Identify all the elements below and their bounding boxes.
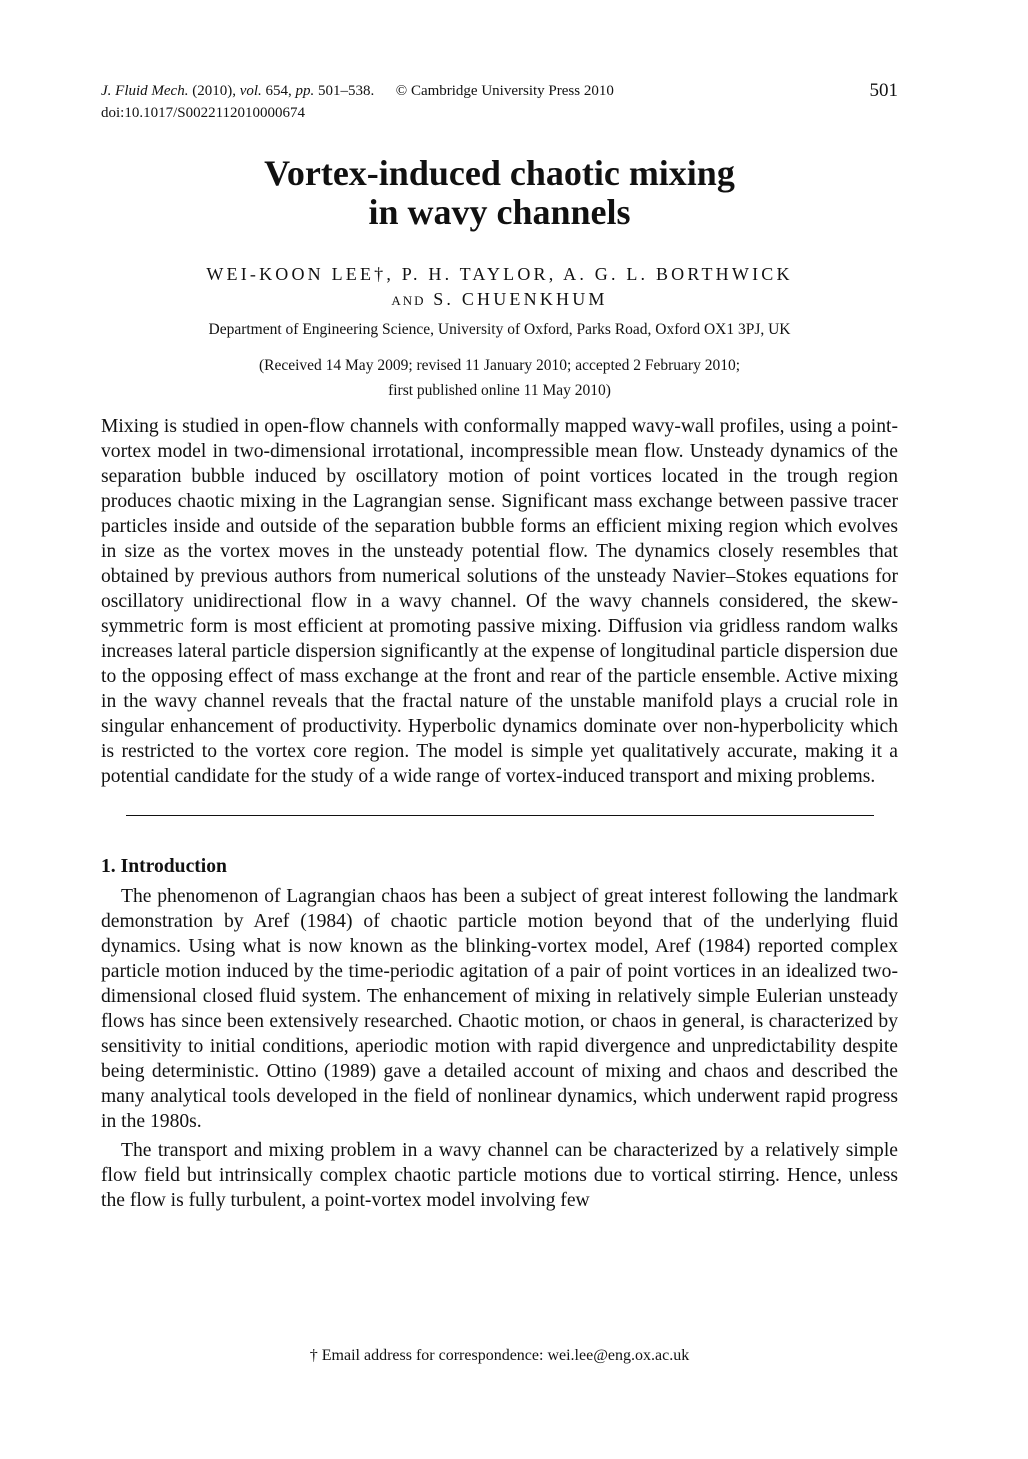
journal-year: (2010), [192, 83, 236, 99]
authors-line-1: WEI-KOON LEE†, P. H. TAYLOR, A. G. L. BORTHWICK [206, 264, 793, 284]
authors-last: S. CHUENKHUM [433, 289, 608, 309]
authors-and: AND [391, 293, 426, 308]
running-header [101, 80, 898, 102]
page-number: 501 [869, 80, 898, 101]
copyright-notice: © Cambridge University Press 2010 [395, 83, 614, 99]
paper-title [101, 154, 898, 232]
section-heading-introduction: 1. Introduction [101, 856, 227, 877]
volume-number: 654, [265, 83, 292, 99]
received-dates [101, 353, 898, 403]
page-range: 501–538. [318, 83, 375, 99]
abstract: Mixing is studied in open-flow channels with conformally mapped wavy-wall profiles, using a point-vortex model in two-dimensional irrotational, incompressible mean flow. Unsteady dynamics of the separation bubble induced by oscillatory motion of point vortices located in the trough region produces chaotic mixing in the Lagrangian sense. Significant mass exchange between passive tracer particles inside and outside of the separation bubble forms an efficient mixing region which evolves in size as the vortex moves in the unsteady potential flow. The dynamics closely resembles that obtained by previous authors from numerical solutions of the unsteady Navier–Stokes equations for oscillatory unidirectional flow in a wavy channel. Of the wavy channels considered, the skew-symmetric form is most efficient at promoting passive mixing. Diffusion via gridless random walks increases lateral particle dispersion significantly at the expense of longitudinal particle dispersion due to the opposing effect of mass exchange at the front and rear of the particle ensemble. Active mixing in the wavy channel reveals that the fractal nature of the unstable manifold plays a crucial role in singular enhancement of productivity. Hyperbolic dynamics dominate over non-hyperbolicity which is restricted to the vortex core region. The model is simple yet qualitatively accurate, making it a potential candidate for the study of a wide range of vortex-induced transport and mixing problems. [101, 416, 898, 787]
pages-label: pp. [295, 83, 315, 99]
correspondence-footnote: † Email address for correspondence: wei.lee@eng.ox.ac.uk [309, 1347, 690, 1364]
received-line-2: first published online 11 May 2010) [388, 382, 611, 399]
intro-paragraph-2: The transport and mixing problem in a wavy channel can be characterized by a relatively simple flow field but intrinsically complex chaotic particle motions due to vortical stirring. Hence, unless the flow is fully turbulent, a point-vortex model involving few [101, 1140, 898, 1211]
author-list [101, 262, 898, 313]
authors-line-2 [101, 287, 898, 313]
title-line-2: in wavy channels [368, 192, 631, 232]
affiliation: Department of Engineering Science, University of Oxford, Parks Road, Oxford OX1 3PJ, UK [208, 321, 791, 338]
paper-page [101, 80, 898, 1213]
doi: doi:10.1017/S0022112010000674 [101, 105, 306, 121]
intro-paragraph-1: The phenomenon of Lagrangian chaos has been a subject of great interest following the landmark demonstration by Aref (1984) of chaotic particle motion beyond that of the underlying fluid dynamics. Using what is now known as the blinking-vortex model, Aref (1984) reported complex particle motion induced by the time-periodic agitation of a pair of point vortices in an idealized two-dimensional closed fluid system. The enhancement of mixing in relatively simple Eulerian unsteady flows has since been extensively researched. Chaotic motion, or chaos in general, is characterized by sensitivity to initial conditions, aperiodic motion with rapid divergence and unpredictability despite being deterministic. Ottino (1989) gave a detailed account of mixing and chaos and described the many analytical tools developed in the field of nonlinear dynamics, which underwent rapid progress in the 1980s. [101, 886, 898, 1132]
journal-name: J. Fluid Mech. [101, 83, 189, 99]
volume-label: vol. [239, 83, 262, 99]
received-line-1: (Received 14 May 2009; revised 11 January 2010; accepted 2 February 2010; [258, 357, 741, 374]
abstract-divider [126, 815, 874, 816]
title-line-1: Vortex-induced chaotic mixing [264, 153, 735, 193]
